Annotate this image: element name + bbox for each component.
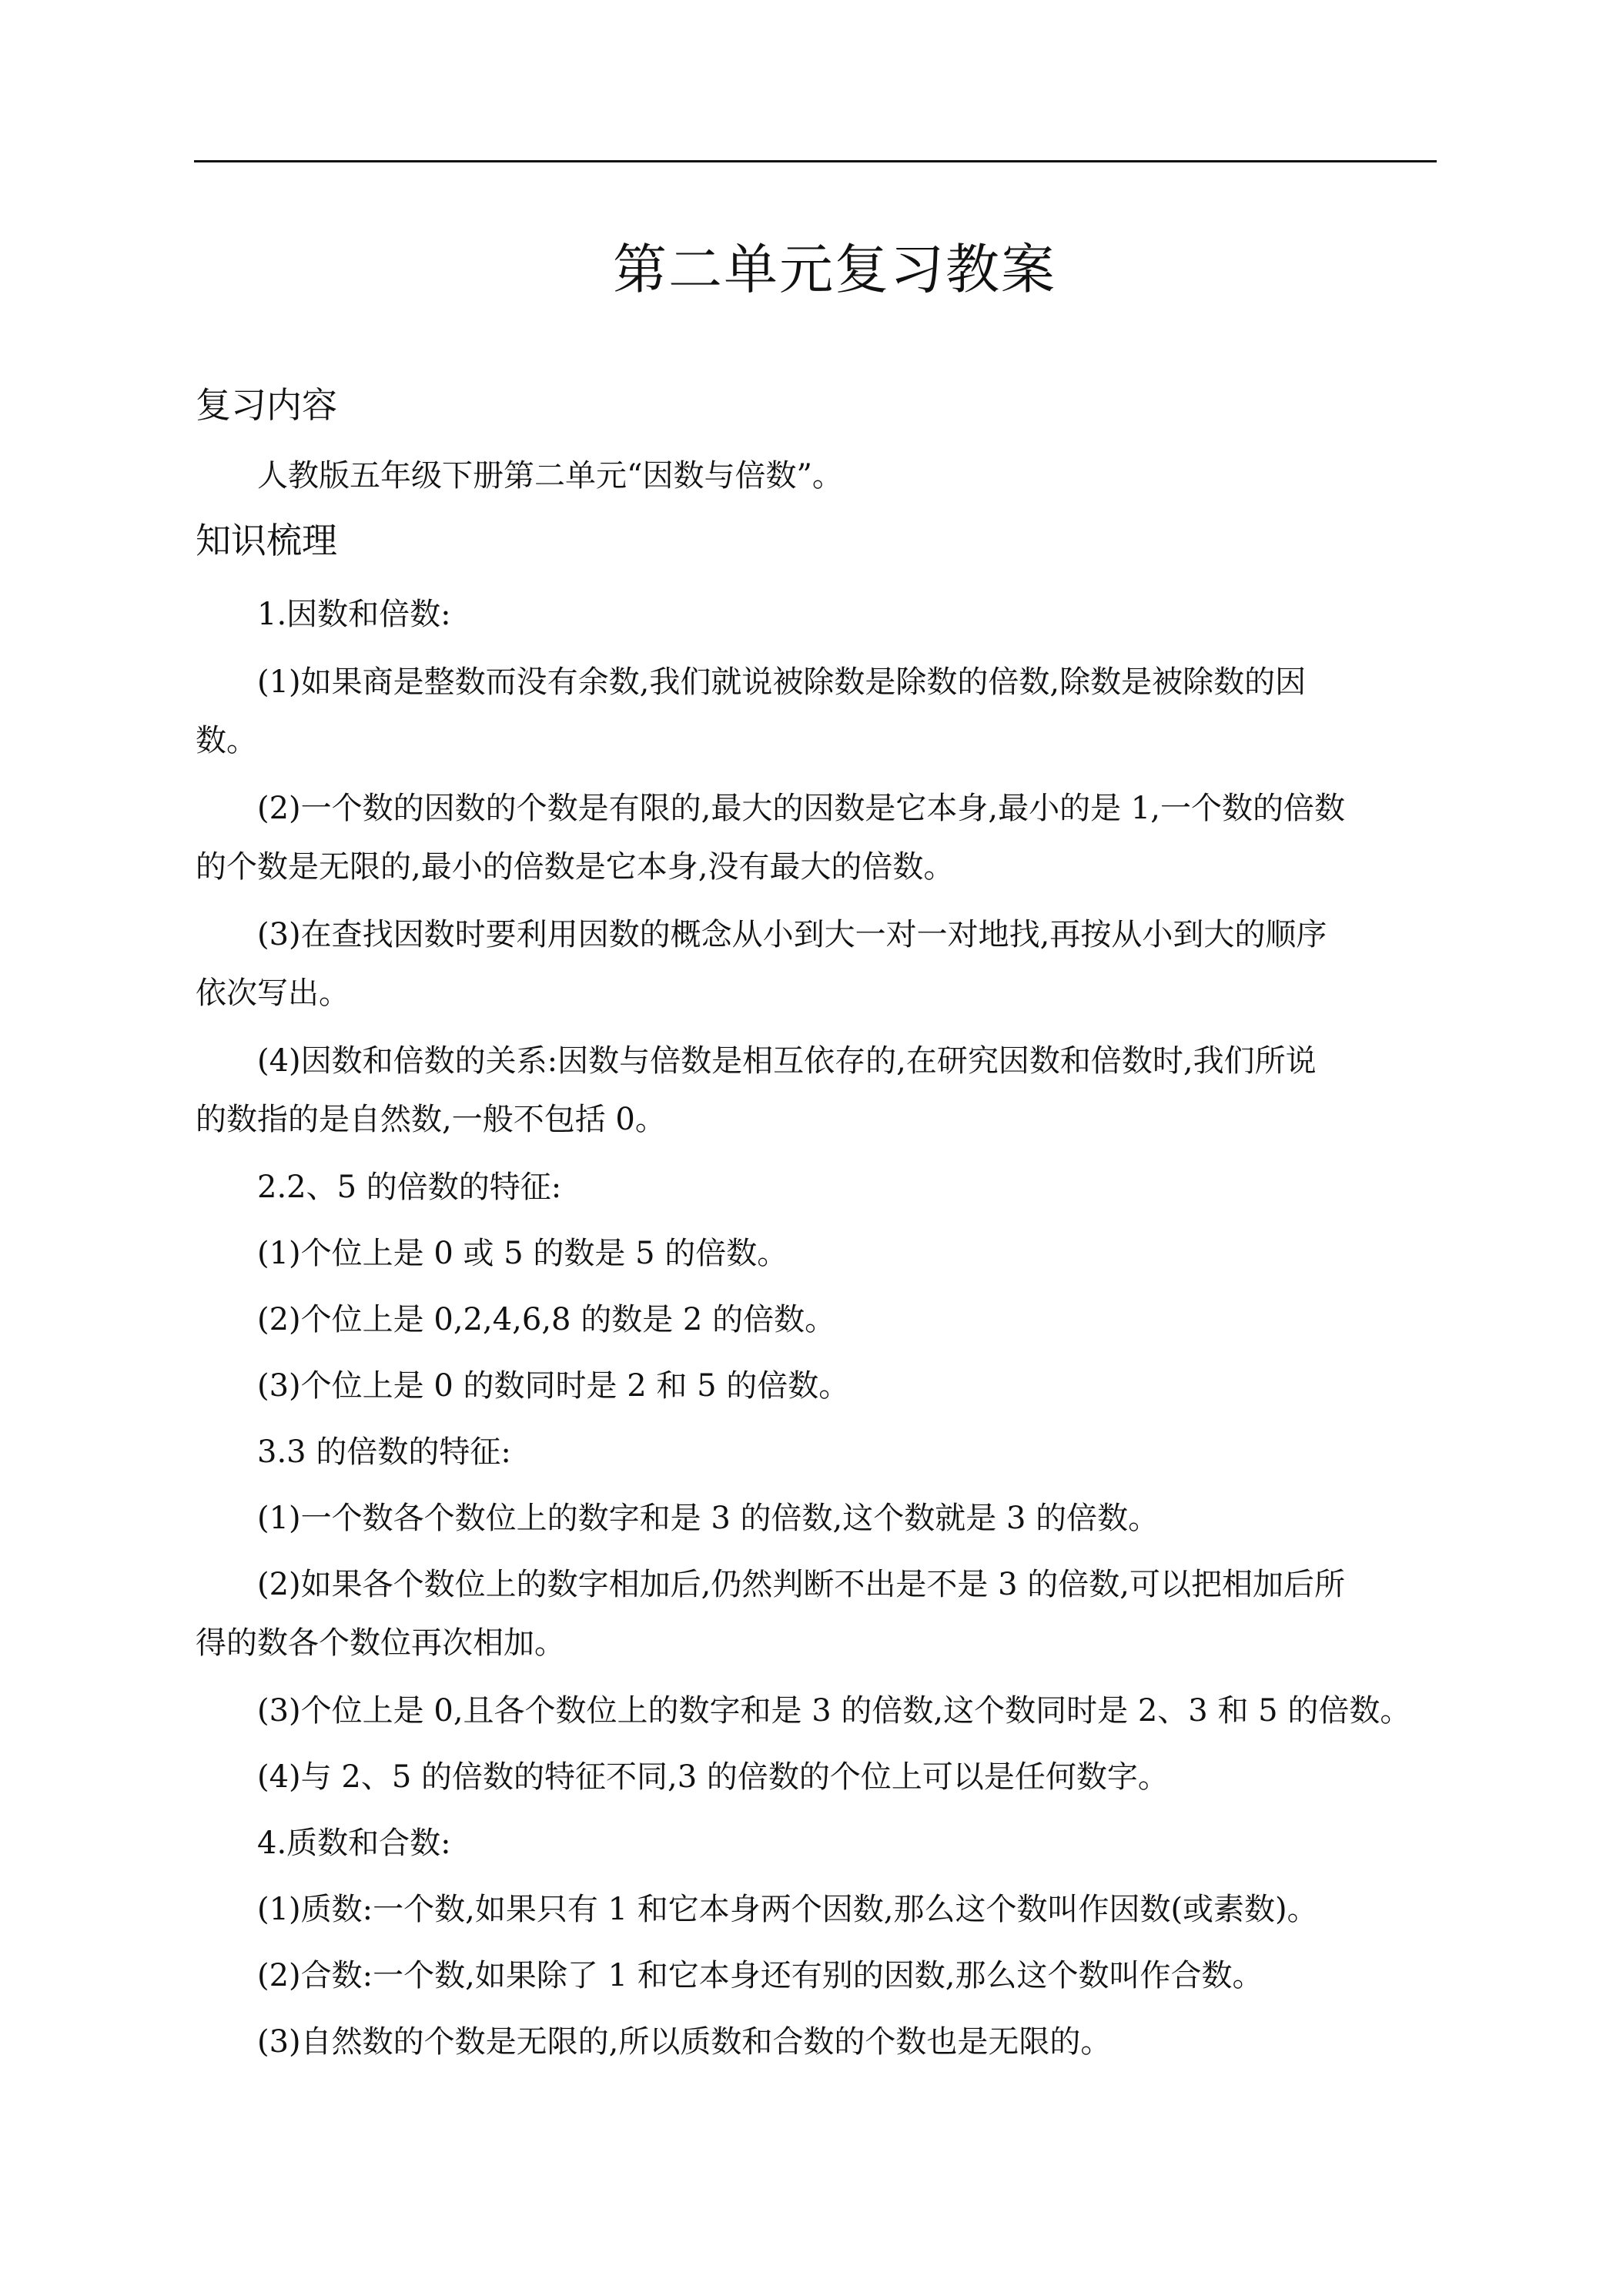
paragraph-line: (2)合数:一个数,如果除了 1 和它本身还有别的因数,那么这个数叫作合数。	[257, 1958, 1263, 1993]
paragraph-line: (4)与 2、5 的倍数的特征不同,3 的倍数的个位上可以是任何数字。	[257, 1759, 1169, 1795]
paragraph-line: 的个数是无限的,最小的倍数是它本身,没有最大的倍数。	[196, 849, 955, 885]
paragraph-line: (4)因数和倍数的关系:因数与倍数是相互依存的,在研究因数和倍数时,我们所说	[257, 1043, 1317, 1079]
subheading-factors-multiples: 1.因数和倍数:	[257, 597, 451, 632]
paragraph-line: (1)如果商是整数而没有余数,我们就说被除数是除数的倍数,除数是被除数的因	[257, 664, 1307, 700]
header-rule	[194, 160, 1437, 162]
paragraph-line: (1)一个数各个数位上的数字和是 3 的倍数,这个数就是 3 的倍数。	[257, 1501, 1160, 1536]
paragraph-line: 依次写出。	[196, 976, 350, 1011]
paragraph-line: (3)个位上是 0 的数同时是 2 和 5 的倍数。	[257, 1368, 850, 1404]
section-heading-knowledge-summary: 知识梳理	[196, 520, 337, 561]
paragraph-line: 数。	[196, 723, 257, 758]
paragraph-line: (2)一个数的因数的个数是有限的,最大的因数是它本身,最小的是 1,一个数的倍数	[257, 791, 1345, 826]
paragraph-line: 人教版五年级下册第二单元“因数与倍数”。	[257, 458, 843, 494]
paragraph-line: (2)个位上是 0,2,4,6,8 的数是 2 的倍数。	[257, 1302, 836, 1337]
paragraph-line: (3)个位上是 0,且各个数位上的数字和是 3 的倍数,这个数同时是 2、3 和 5 的倍数。	[257, 1693, 1411, 1729]
section-heading-review-content: 复习内容	[196, 384, 337, 426]
paragraph-line: 得的数各个数位再次相加。	[196, 1625, 565, 1661]
paragraph-line: (1)个位上是 0 或 5 的数是 5 的倍数。	[257, 1236, 788, 1271]
subheading-3-multiples: 3.3 的倍数的特征:	[257, 1434, 511, 1470]
paragraph-line: (2)如果各个数位上的数字相加后,仍然判断不出是不是 3 的倍数,可以把相加后所	[257, 1567, 1345, 1602]
paragraph-line: (3)在查找因数时要利用因数的概念从小到大一对一对地找,再按从小到大的顺序	[257, 917, 1327, 952]
subheading-prime-composite: 4.质数和合数:	[257, 1826, 451, 1861]
paragraph-line: (1)质数:一个数,如果只有 1 和它本身两个因数,那么这个数叫作因数(或素数)。	[257, 1892, 1318, 1927]
paragraph-line: (3)自然数的个数是无限的,所以质数和合数的个数也是无限的。	[257, 2024, 1112, 2060]
subheading-2-5-multiples: 2.2、5 的倍数的特征:	[257, 1170, 562, 1205]
paragraph-line: 的数指的是自然数,一般不包括 0。	[196, 1102, 666, 1137]
page-title: 第二单元复习教案	[613, 238, 1056, 301]
